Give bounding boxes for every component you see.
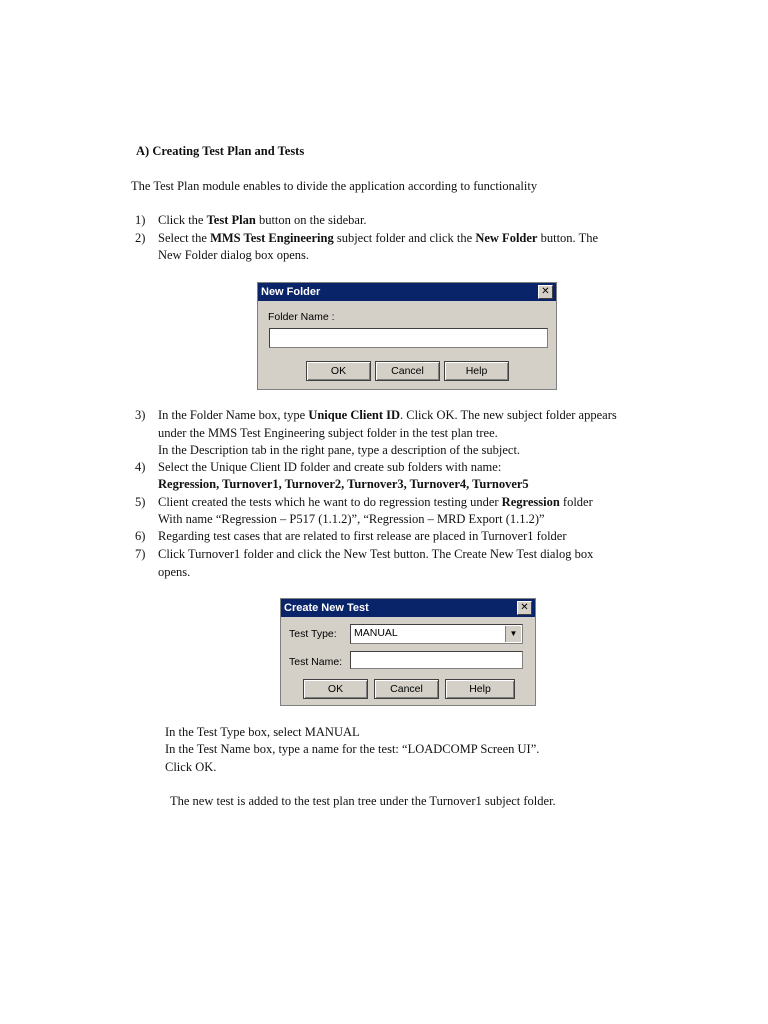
- after-line-4: The new test is added to the test plan tree under the Turnover1 subject folder.: [170, 794, 556, 808]
- test-type-value: MANUAL: [354, 627, 398, 639]
- step-3-line-2: under the MMS Test Engineering subject folder in the test plan tree.: [158, 426, 498, 440]
- section-heading: A) Creating Test Plan and Tests: [136, 144, 305, 158]
- folder-name-label: Folder Name :: [268, 311, 335, 323]
- new-folder-dialog: [257, 282, 557, 390]
- cancel-button[interactable]: Cancel: [374, 679, 439, 699]
- test-name-label: Test Name:: [289, 656, 343, 668]
- help-button[interactable]: Help: [444, 361, 509, 381]
- cancel-button[interactable]: Cancel: [375, 361, 440, 381]
- new-folder-title: New Folder: [261, 286, 321, 298]
- after-line-1: In the Test Type box, select MANUAL: [165, 725, 360, 739]
- test-name-input[interactable]: [350, 651, 523, 669]
- create-new-test-dialog: [280, 598, 536, 706]
- create-test-title: Create New Test: [284, 602, 369, 614]
- help-button[interactable]: Help: [445, 679, 515, 699]
- close-icon[interactable]: ✕: [517, 601, 532, 615]
- chevron-down-icon[interactable]: ▼: [505, 626, 521, 642]
- step-4-line-2: Regression, Turnover1, Turnover2, Turnover3, Turnover4, Turnover5: [158, 477, 529, 491]
- step-5-line-2: With name “Regression – P517 (1.1.2)”, “Regression – MRD Export (1.1.2)”: [158, 512, 545, 526]
- ok-button[interactable]: OK: [306, 361, 371, 381]
- new-folder-titlebar: [258, 283, 556, 301]
- create-test-titlebar: [281, 599, 535, 617]
- intro-text: The Test Plan module enables to divide the application according to functionality: [131, 179, 538, 193]
- step-2-line-2: New Folder dialog box opens.: [158, 248, 310, 262]
- close-icon[interactable]: ✕: [538, 285, 553, 299]
- ok-button[interactable]: OK: [303, 679, 368, 699]
- step-3-line-3: In the Description tab in the right pane, type a description of the subject.: [158, 443, 521, 457]
- after-line-2: In the Test Name box, type a name for the test: “LOADCOMP Screen UI”.: [165, 742, 540, 756]
- test-type-label: Test Type:: [289, 628, 337, 640]
- step-7-line-2: opens.: [158, 565, 191, 579]
- folder-name-input[interactable]: [269, 328, 548, 348]
- test-type-select[interactable]: [350, 624, 523, 644]
- after-line-3: Click OK.: [165, 760, 217, 774]
